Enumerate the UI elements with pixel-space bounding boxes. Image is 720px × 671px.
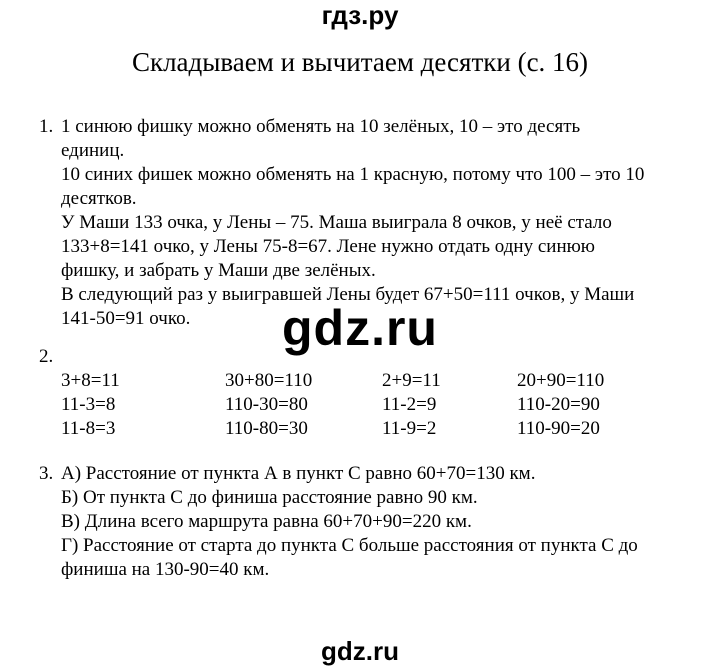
equation-cell: 30+80=110 xyxy=(225,370,313,391)
task-3-line: Г) Расстояние от старта до пункта С больше расстояния от пункта С до xyxy=(61,535,638,556)
page-title: Складываем и вычитаем десятки (с. 16) xyxy=(131,47,589,77)
task-1-line: 133+8=141 очко, у Лены 75-8=67. Лене нужно отдать одну синюю xyxy=(61,236,596,257)
task-1-line: В следующий раз у выигравшей Лены будет 67+50=111 очков, у Маши xyxy=(61,284,635,305)
equation-cell: 3+8=11 xyxy=(61,370,120,391)
watermark-logo: gdz.ru xyxy=(282,300,438,356)
equation-cell: 110-80=30 xyxy=(225,418,308,439)
task-3-line: Б) От пункта С до финиша расстояние равно 90 км. xyxy=(61,487,478,508)
task-1-line: 1 синюю фишку можно обменять на 10 зелёных, 10 – это десять xyxy=(61,116,581,137)
site-footer-label: gdz.ru xyxy=(321,636,399,666)
task-3-text xyxy=(61,462,638,582)
task-1-number: 1. xyxy=(39,116,54,137)
equation-cell: 110-20=90 xyxy=(517,394,600,415)
equation-cell: 11-8=3 xyxy=(61,418,116,439)
equation-cell: 11-9=2 xyxy=(382,418,437,439)
equation-cell: 110-90=20 xyxy=(517,418,600,439)
task-1-line: десятков. xyxy=(61,188,137,209)
task-3-line: А) Расстояние от пункта А в пункт С равно 60+70=130 км. xyxy=(61,463,536,484)
task-2-equation-grid xyxy=(61,369,667,441)
equation-cell: 2+9=11 xyxy=(382,370,441,391)
equation-cell: 11-3=8 xyxy=(61,394,116,415)
task-3-number: 3. xyxy=(39,463,54,484)
task-1-line: У Маши 133 очка, у Лены – 75. Маша выиграла 8 очков, у неё стало xyxy=(61,212,612,233)
task-2-number: 2. xyxy=(39,346,54,367)
site-header-label: гдз.ру xyxy=(321,0,399,30)
task-1-line: 141-50=91 очко. xyxy=(61,308,191,329)
equation-cell: 20+90=110 xyxy=(517,370,605,391)
equation-cell: 110-30=80 xyxy=(225,394,308,415)
task-3-line: финиша на 130-90=40 км. xyxy=(61,559,270,580)
task-1-line: единиц. xyxy=(61,140,125,161)
task-1-line: 10 синих фишек можно обменять на 1 красную, потому что 100 – это 10 xyxy=(61,164,645,185)
task-1-line: фишку, и забрать у Маши две зелёных. xyxy=(61,260,376,281)
equation-cell: 11-2=9 xyxy=(382,394,437,415)
task-3-line: В) Длина всего маршрута равна 60+70+90=220 км. xyxy=(61,511,472,532)
